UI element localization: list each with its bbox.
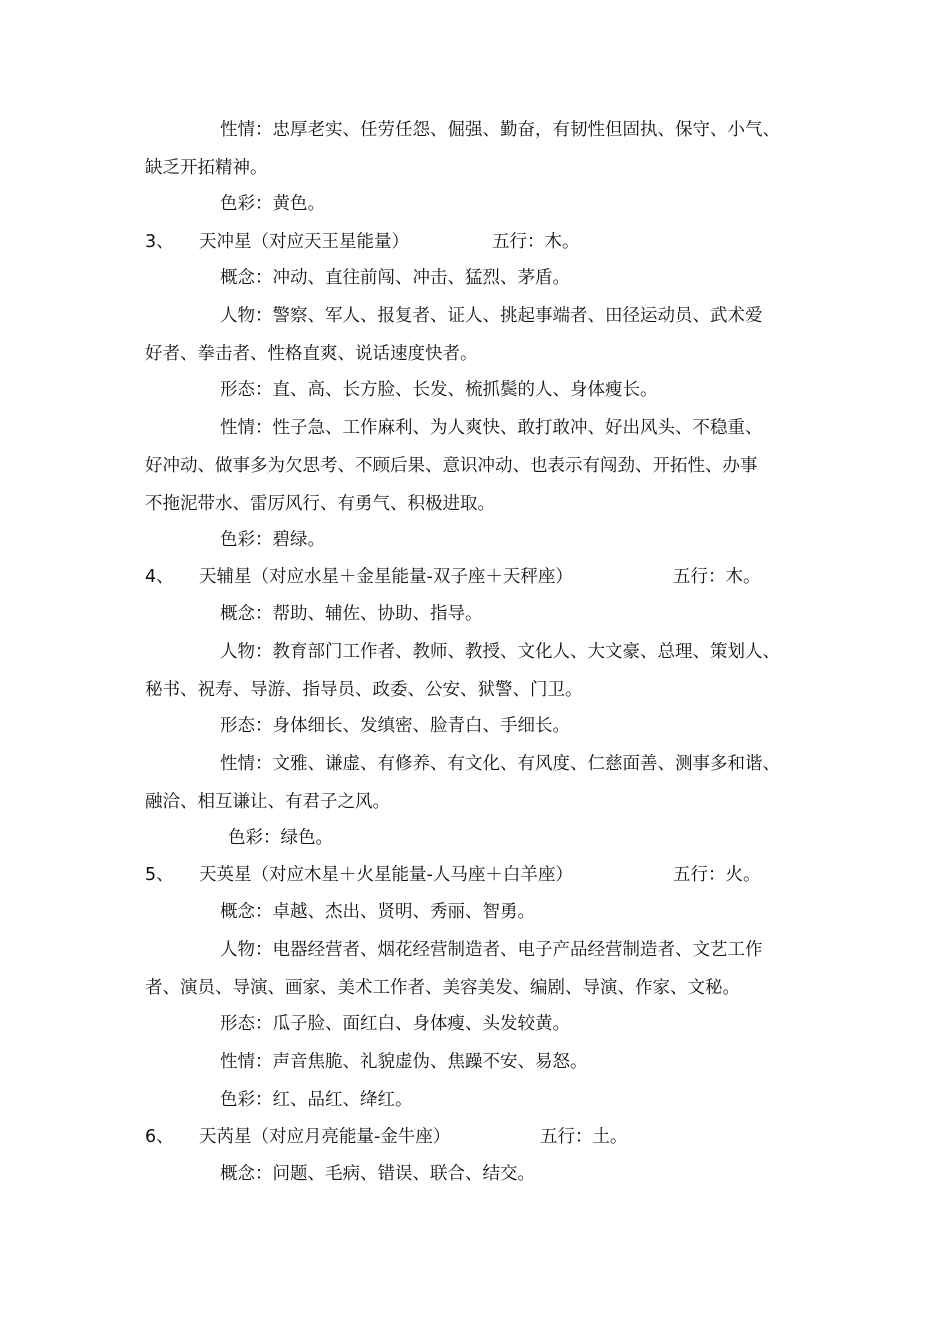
star-3-nature-line-3: 不拖泥带水、雷厉风行、有勇气、积极进取。 bbox=[145, 494, 495, 514]
star-5-people-line-1: 人物：电器经营者、烟花经营制造者、电子产品经营制造者、文艺工作 bbox=[220, 940, 763, 960]
intro-nature-line-1: 性情：忠厚老实、任劳任怨、倔强、勤奋，有韧性但固执、保守、小气、 bbox=[220, 120, 780, 140]
star-3-people-line-2: 好者、拳击者、性格直爽、说话速度快者。 bbox=[145, 344, 478, 364]
star-6-wuxing: 五行：土。 bbox=[540, 1127, 628, 1147]
star-5-color: 色彩：红、品红、绛红。 bbox=[220, 1090, 413, 1110]
star-5-wuxing: 五行：火。 bbox=[673, 865, 761, 885]
intro-nature-line-2: 缺乏开拓精神。 bbox=[145, 158, 268, 178]
star-3-wuxing: 五行：木。 bbox=[492, 232, 580, 252]
star-4-form: 形态：身体细长、发缜密、脸青白、手细长。 bbox=[220, 716, 570, 736]
star-3-number: 3、 bbox=[145, 232, 174, 252]
star-6-concept: 概念：问题、毛病、错误、联合、结交。 bbox=[220, 1164, 535, 1184]
star-4-color: 色彩：绿色。 bbox=[228, 828, 333, 848]
intro-color: 色彩：黄色。 bbox=[220, 194, 325, 214]
star-4-nature-line-1: 性情：文雅、谦虚、有修养、有文化、有风度、仁慈面善、测事多和谐、 bbox=[220, 754, 780, 774]
star-6-title: 天芮星（对应月亮能量-金牛座） bbox=[199, 1127, 451, 1147]
star-4-title: 天辅星（对应水星＋金星能量-双子座＋天秤座） bbox=[199, 567, 573, 587]
star-3-heading bbox=[0, 231, 950, 253]
star-5-number: 5、 bbox=[145, 865, 174, 885]
star-4-people-line-2: 秘书、祝寿、导游、指导员、政委、公安、狱警、门卫。 bbox=[145, 680, 583, 700]
star-4-number: 4、 bbox=[145, 567, 174, 587]
star-5-people-line-2: 者、演员、导演、画家、美术工作者、美容美发、编剧、导演、作家、文秘。 bbox=[145, 978, 740, 998]
star-3-form: 形态：直、高、长方脸、长发、梳抓鬓的人、身体瘦长。 bbox=[220, 380, 658, 400]
star-5-form: 形态：瓜子脸、面红白、身体瘦、头发较黄。 bbox=[220, 1014, 570, 1034]
star-4-wuxing: 五行：木。 bbox=[673, 567, 761, 587]
star-3-people-line-1: 人物：警察、军人、报复者、证人、挑起事端者、田径运动员、武术爱 bbox=[220, 306, 763, 326]
star-4-heading bbox=[0, 566, 950, 588]
star-5-title: 天英星（对应木星＋火星能量-人马座＋白羊座） bbox=[199, 865, 573, 885]
star-3-title: 天冲星（对应天王星能量） bbox=[199, 232, 409, 252]
star-5-concept: 概念：卓越、杰出、贤明、秀丽、智勇。 bbox=[220, 902, 535, 922]
star-6-heading bbox=[0, 1126, 950, 1148]
star-5-heading bbox=[0, 864, 950, 886]
star-5-nature: 性情：声音焦脆、礼貌虚伪、焦躁不安、易怒。 bbox=[220, 1052, 588, 1072]
star-6-number: 6、 bbox=[145, 1127, 174, 1147]
star-3-concept: 概念：冲动、直往前闯、冲击、猛烈、茅盾。 bbox=[220, 268, 570, 288]
star-3-nature-line-2: 好冲动、做事多为欠思考、不顾后果、意识冲动、也表示有闯劲、开拓性、办事 bbox=[145, 456, 758, 476]
star-4-concept: 概念：帮助、辅佐、协助、指导。 bbox=[220, 604, 483, 624]
star-3-color: 色彩：碧绿。 bbox=[220, 530, 325, 550]
star-4-people-line-1: 人物：教育部门工作者、教师、教授、文化人、大文豪、总理、策划人、 bbox=[220, 642, 780, 662]
star-3-nature-line-1: 性情：性子急、工作麻利、为人爽快、敢打敢冲、好出风头、不稳重、 bbox=[220, 418, 763, 438]
star-4-nature-line-2: 融洽、相互谦让、有君子之风。 bbox=[145, 792, 390, 812]
